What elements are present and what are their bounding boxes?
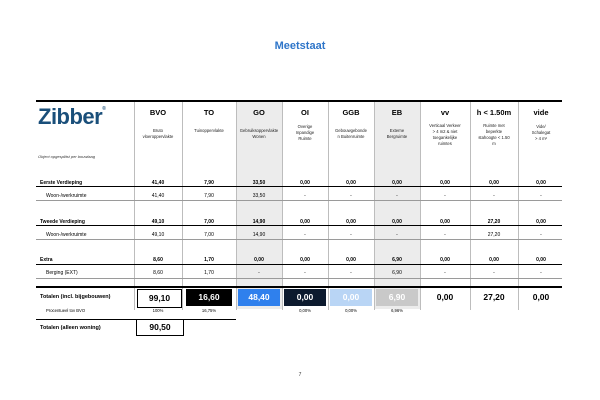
column-desc-eb: Externe Bergruimte (386, 128, 408, 139)
cell: - (493, 193, 495, 199)
column-header-vv: vv (440, 108, 450, 117)
row-label-eerste-verdieping: Eerste Verdieping (40, 180, 83, 186)
cell: 27,20 (487, 232, 501, 238)
cell: 14,90 (252, 219, 266, 225)
cell: - (444, 270, 446, 276)
column-header-bvo: BVO (149, 108, 167, 117)
cell: 0,00 (440, 257, 450, 263)
cell: - (304, 270, 306, 276)
total-vv: 0,00 (436, 292, 454, 302)
column-desc-bvo: Bruto vloeroppervlakte (142, 128, 174, 139)
percent-ggb: 0,00% (345, 308, 357, 313)
cell: 41,40 (151, 193, 165, 199)
cell: 33,50 (252, 180, 266, 186)
cell: 6,90 (392, 257, 402, 263)
cell: 0,00 (254, 257, 264, 263)
total-to: 16,60 (186, 289, 232, 306)
column-header-ggb: GGB (342, 108, 360, 117)
cell: 7,90 (204, 193, 214, 199)
column-desc-vv: Verticaal Verkeer > 4 m2 & niet toegankelijke ruimtes (429, 123, 461, 146)
cell: 49,10 (151, 219, 165, 225)
row-rule (36, 186, 562, 187)
cell: 0,00 (536, 219, 546, 225)
column-header-go: GO (253, 108, 265, 117)
row-rule (36, 225, 562, 226)
cell: - (350, 232, 352, 238)
cell: 6,90 (392, 270, 402, 276)
cell: 0,00 (346, 180, 356, 186)
percent-label: Procentueel tov BVO (46, 308, 86, 313)
column-desc-ggb: Gebouwgebonde n Buitenruimte (335, 128, 367, 139)
cell: 1,70 (204, 257, 214, 263)
row-rule (36, 278, 562, 279)
cell: - (258, 270, 260, 276)
cell: 33,50 (252, 193, 266, 199)
column-header-vide: vide (533, 108, 549, 117)
cell: - (396, 232, 398, 238)
total-ggb: 0,00 (330, 289, 372, 306)
cell: 0,00 (489, 257, 499, 263)
cell: - (304, 193, 306, 199)
cell: 14,90 (252, 232, 266, 238)
cell: 7,00 (204, 219, 214, 225)
total-h150: 27,20 (483, 292, 505, 302)
total-vide: 0,00 (532, 292, 550, 302)
cell: - (493, 270, 495, 276)
page-number: 7 (298, 372, 302, 378)
cell: 0,00 (392, 219, 402, 225)
total-bvo: 99,10 (137, 289, 182, 308)
cell: 0,00 (300, 180, 310, 186)
column-desc-go: Gebruiksoppervlakte Wonen (239, 128, 279, 139)
cell: - (396, 193, 398, 199)
cell: 0,00 (489, 180, 499, 186)
percent-oi: 0,00% (299, 308, 311, 313)
cell: - (540, 193, 542, 199)
row-label-woon-werkruimte: Woon-/werkruimte (46, 232, 87, 238)
column-desc-h150: Ruimte met beperkte stahoogte < 1.50 m (478, 123, 510, 146)
cell: - (350, 270, 352, 276)
total-house-label: Totalen (alleen woning) (40, 325, 101, 331)
cell: 7,00 (204, 232, 214, 238)
cell: - (540, 232, 542, 238)
cell: 41,40 (151, 180, 165, 186)
cell: 0,00 (346, 219, 356, 225)
total-oi: 0,00 (284, 289, 326, 306)
cell: 7,90 (204, 180, 214, 186)
cell: - (540, 270, 542, 276)
cell: - (304, 232, 306, 238)
percent-eb: 6,96% (391, 308, 403, 313)
row-label-extra: Extra (40, 257, 53, 263)
column-header-oi: OI (301, 108, 309, 117)
row-label-berging-ext: Berging (EXT) (46, 270, 78, 276)
column-header-h150: h < 1.50m (476, 108, 512, 117)
table-top-rule (36, 100, 562, 102)
cell: 0,00 (440, 180, 450, 186)
row-label-woon-werkruimte: Woon-/werkruimte (46, 193, 87, 199)
cell: - (444, 193, 446, 199)
total-eb: 6,90 (376, 289, 418, 306)
zibber-logo: Zibber® (38, 104, 106, 129)
cell: 27,20 (487, 219, 501, 225)
cell: 49,10 (151, 232, 165, 238)
row-label-tweede-verdieping: Tweede Verdieping (40, 219, 85, 225)
row-rule (36, 200, 562, 201)
cell: 1,70 (204, 270, 214, 276)
cell: 0,00 (346, 257, 356, 263)
cell: - (444, 232, 446, 238)
percent-to: 16,75% (201, 308, 217, 313)
totals-label: Totalen (incl. bijgebouwen) (40, 294, 111, 300)
total-go: 48,40 (238, 289, 280, 306)
column-desc-to: Tuinoppervlakte (194, 128, 224, 133)
row-rule (36, 239, 562, 240)
total-house-value: 90,50 (136, 320, 184, 336)
cell: 0,00 (440, 219, 450, 225)
column-header-eb: EB (391, 108, 403, 117)
cell: 0,00 (392, 180, 402, 186)
cell: 0,00 (300, 219, 310, 225)
column-header-to: TO (203, 108, 215, 117)
logo-caption: Object opgesplitst per bouwlaag (38, 154, 95, 159)
row-rule (36, 264, 562, 265)
cell: 8,60 (153, 257, 163, 263)
cell: - (350, 193, 352, 199)
column-desc-vide: Vide/ Schalegat > 4 m² (531, 124, 551, 141)
cell: 0,00 (300, 257, 310, 263)
cell: 0,00 (536, 257, 546, 263)
cell: 0,00 (536, 180, 546, 186)
column-desc-oi: Overige Inpandige Ruimte (295, 124, 315, 141)
page-title: Meetstaat (274, 40, 326, 52)
cell: 8,60 (153, 270, 163, 276)
row-rule (36, 286, 562, 288)
percent-bvo: 100% (152, 308, 164, 313)
